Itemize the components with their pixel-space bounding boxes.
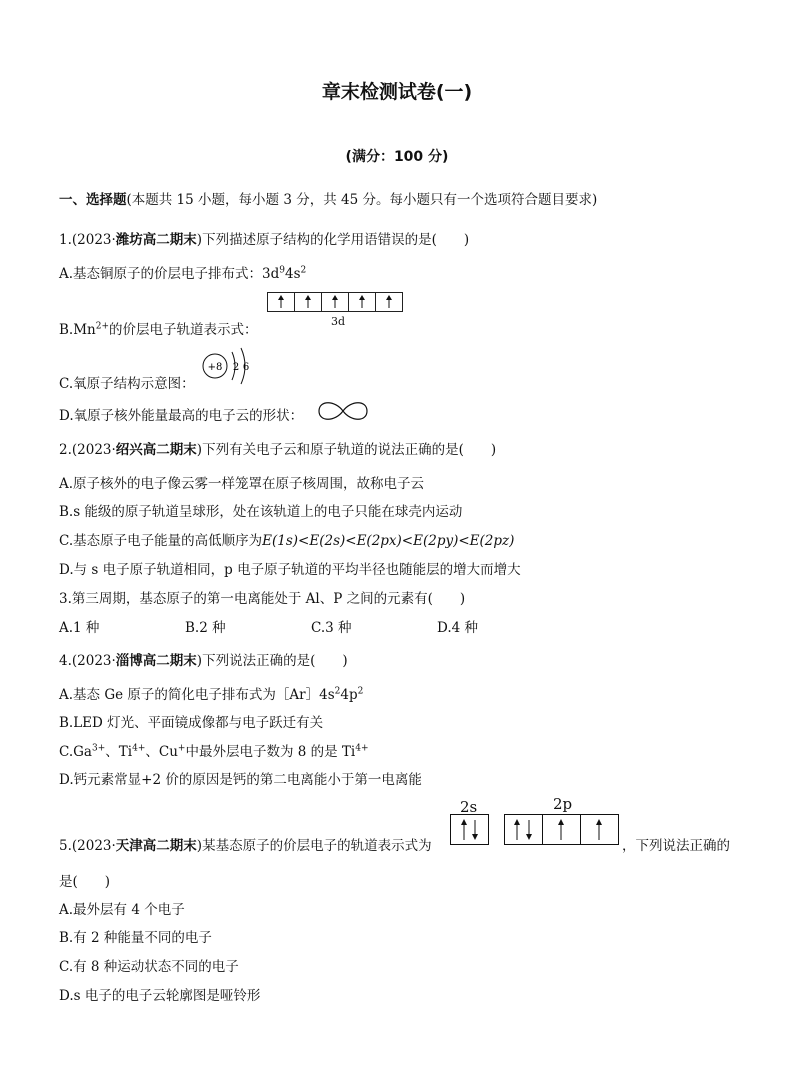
orbital-box	[376, 293, 402, 311]
up-arrow-icon	[268, 293, 294, 311]
q4-option-c	[59, 740, 369, 760]
q2-stem-text: )下列有关电子云和原子轨道的说法正确的是( )	[196, 442, 497, 458]
q3-stem: 3.第三周期，基态原子的第一电离能处于 Al、P 之间的元素有( )	[59, 591, 466, 607]
q1-a-sup2: 2	[300, 265, 307, 276]
q1-stem	[59, 228, 469, 248]
up-arrow-icon	[322, 293, 348, 311]
orbital-box	[295, 293, 322, 311]
q1-b-orbital-diagram	[267, 292, 403, 312]
q3-option-c: C.3 种	[311, 620, 352, 636]
q1-c-text: C.氧原子结构示意图：	[59, 376, 195, 392]
q4-c-sup1: 3+	[91, 743, 106, 754]
shell-2-electrons: 6	[242, 362, 250, 373]
q4-c-sup4: 4+	[355, 743, 369, 754]
oxygen-structure-diagram	[200, 346, 256, 386]
q2-option-d: D.与 s 电子原子轨道相同，p 电子原子轨道的平均半径也随能层的增大而增大	[59, 562, 521, 578]
q4-a-sup2: 2	[357, 686, 364, 697]
q2-c-expr: E(1s)<E(2s)<E(2px)<E(2py)<E(2pz)	[262, 533, 515, 549]
q5-option-c: C.有 8 种运动状态不同的电子	[59, 959, 239, 975]
q5-2s-orbital-box	[450, 814, 490, 846]
full-score: (满分：100 分)	[345, 149, 449, 165]
q2-option-c	[59, 529, 514, 549]
q5-stem-tail: ，下列说法正确的	[622, 838, 730, 854]
q4-c-mid1: 、Ti	[105, 744, 133, 760]
q1-source: 潍坊高二期末	[115, 232, 197, 248]
nucleus-charge: +8	[207, 362, 223, 373]
q4-stem	[59, 649, 348, 669]
q2-prefix: 2.(2023·	[59, 442, 116, 458]
q2-c-pre: C.基态原子电子能量的高低顺序为	[59, 533, 263, 549]
q5-label-2s: 2s	[460, 798, 478, 816]
q5-option-a: A.最外层有 4 个电子	[59, 902, 185, 918]
q1-a-mid: 4s	[285, 266, 301, 282]
q2-source: 绍兴高二期末	[115, 442, 197, 458]
q3-option-a: A.1 种	[59, 620, 100, 636]
up-arrow-icon	[376, 293, 402, 311]
q3-option-b: B.2 种	[185, 620, 226, 636]
up-arrow-icon	[295, 293, 321, 311]
q1-b-sup: 2+	[95, 321, 110, 332]
q1-a-sup1: 9	[279, 265, 286, 276]
q4-c-mid3: 中最外层电子数为 8 的是 Ti	[185, 744, 356, 760]
q1-option-b	[59, 318, 258, 338]
shell-1-electrons: 2	[232, 362, 240, 373]
q4-c-text: C.Ga	[59, 744, 92, 760]
q5-stem-line2: 是( )	[59, 874, 111, 890]
q1-prefix: 1.(2023·	[59, 232, 116, 248]
q3-option-d: D.4 种	[437, 620, 479, 636]
q2-option-a: A.原子核外的电子像云雾一样笼罩在原子核周围，故称电子云	[59, 476, 425, 492]
q1-d-text: D.氧原子核外能量最高的电子云的形状：	[59, 408, 304, 424]
up-arrow-icon	[349, 293, 375, 311]
q4-a-text: A.基态 Ge 原子的简化电子排布式为［Ar］4s	[59, 687, 335, 703]
orbital-box	[349, 293, 376, 311]
page-title: 章末检测试卷(一)	[321, 81, 473, 103]
q1-option-c	[59, 372, 195, 392]
q4-stem-text: )下列说法正确的是( )	[196, 653, 348, 669]
dumbbell-electron-cloud-icon	[317, 400, 369, 422]
q1-stem-text: )下列描述原子结构的化学用语错误的是( )	[196, 232, 470, 248]
section-heading	[59, 188, 597, 208]
section-desc: (本题共 15 小题，每小题 3 分，共 45 分。每小题只有一个选项符合题目要求)	[126, 192, 598, 208]
orbital-box	[322, 293, 349, 311]
q4-c-sup2: 4+	[132, 743, 146, 754]
q5-prefix: 5.(2023·	[59, 838, 116, 854]
q4-source: 淄博高二期末	[115, 653, 197, 669]
orbital-box	[268, 293, 295, 311]
section-title: 一、选择题	[59, 192, 127, 208]
q2-stem	[59, 438, 496, 458]
q1-a-text: A.基态铜原子的价层电子排布式：3d	[59, 266, 280, 282]
q1-option-d	[59, 404, 303, 424]
q4-option-b: B.LED 灯光、平面镜成像都与电子跃迁有关	[59, 715, 324, 731]
q1-b-pre: B.Mn	[59, 322, 96, 338]
q5-source: 天津高二期末	[115, 838, 197, 854]
q1-b-orbital-label: 3d	[331, 315, 346, 328]
q4-option-d: D.钙元素常显+2 价的原因是钙的第二电离能小于第一电离能	[59, 772, 422, 788]
q5-label-2p: 2p	[553, 795, 573, 813]
q1-b-post: 的价层电子轨道表示式：	[109, 322, 258, 338]
q5-option-d: D.s 电子的电子云轮廓图是哑铃形	[59, 988, 261, 1004]
q4-c-mid2: 、Cu	[145, 744, 178, 760]
q5-stem-text: )某基态原子的价层电子的轨道表示式为	[196, 838, 432, 854]
q5-stem	[59, 834, 432, 854]
q5-option-b: B.有 2 种能量不同的电子	[59, 930, 212, 946]
q4-c-sup3: +	[177, 743, 186, 754]
q5-2p-orbital-boxes	[504, 814, 620, 846]
q1-option-a	[59, 262, 306, 282]
q4-option-a	[59, 683, 363, 703]
q4-a-mid: 4p	[340, 687, 358, 703]
q4-a-sup1: 2	[334, 686, 341, 697]
q2-option-b: B.s 能级的原子轨道呈球形，处在该轨道上的电子只能在球壳内运动	[59, 504, 463, 520]
q4-prefix: 4.(2023·	[59, 653, 116, 669]
